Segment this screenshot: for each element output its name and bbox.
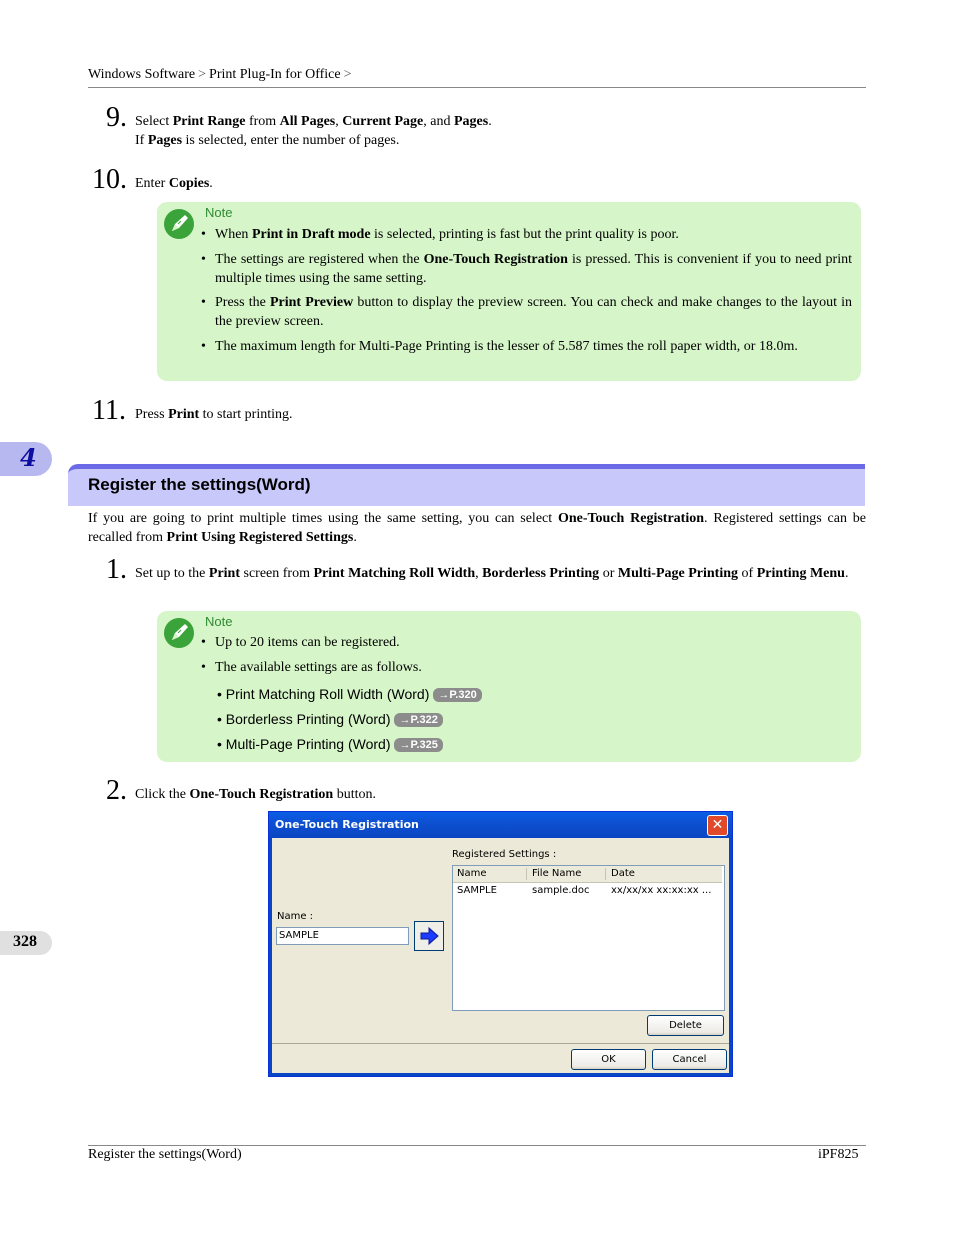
step-number: 9. [106, 102, 127, 133]
column-header-date[interactable]: Date [611, 868, 635, 879]
column-divider[interactable] [605, 868, 606, 880]
cancel-button[interactable]: Cancel [652, 1049, 727, 1070]
name-label: Name : [277, 911, 314, 922]
sub-list-item: • Print Matching Roll Width (Word) →P.320 [217, 686, 482, 702]
sub-list-item: • Multi-Page Printing (Word) →P.325 [217, 736, 443, 752]
table-row[interactable] [453, 883, 722, 899]
footer-model-name: iPF825 [818, 1147, 859, 1162]
step-number: 1. [106, 554, 127, 585]
footer-rule [88, 1145, 866, 1146]
dialog-title: One-Touch Registration [275, 818, 419, 831]
sub-list-item: • Borderless Printing (Word) →P.322 [217, 711, 443, 727]
step-text: Enter Copies. [135, 176, 213, 191]
column-header-file-name[interactable]: File Name [532, 868, 582, 879]
breadcrumb-item[interactable]: Print Plug-In for Office [209, 67, 341, 82]
section-title: Register the settings(Word) [88, 475, 311, 494]
page-number: 328 [13, 933, 37, 950]
step-text: Set up to the Print screen from Print Matching Roll Width, Borderless Printing or Multi-Page Printing of Printing Menu. [135, 566, 849, 581]
cell-name: SAMPLE [457, 885, 497, 896]
dialog-border [269, 838, 272, 1076]
step-text: Click the One-Touch Registration button. [135, 787, 376, 802]
name-field-value: SAMPLE [279, 930, 319, 941]
register-arrow-button[interactable] [414, 921, 444, 951]
section-intro: If you are going to print multiple times using the same setting, you can select One-Touch Registration. Registered settings can be recalled from Print Using Registered Settings. [88, 511, 866, 545]
close-icon[interactable]: ✕ [707, 815, 728, 836]
column-header-name[interactable]: Name [457, 868, 487, 879]
note-box [157, 202, 861, 381]
step-text: Press Print to start printing. [135, 407, 293, 422]
dialog-border [729, 838, 732, 1076]
step-text: Select Print Range from All Pages, Current Page, and Pages. [135, 114, 492, 129]
ok-button[interactable]: OK [571, 1049, 646, 1070]
footer-section-title: Register the settings(Word) [88, 1147, 242, 1162]
note-item: • The settings are registered when the One-Touch Registration is pressed. This is convenient if you to need print multiple times using the same setting. [201, 252, 852, 286]
registered-settings-list[interactable] [452, 865, 725, 1011]
registered-settings-label: Registered Settings : [452, 849, 557, 860]
note-item: • Up to 20 items can be registered. [201, 635, 400, 650]
column-divider[interactable] [526, 868, 527, 880]
step-number: 10. [92, 164, 127, 195]
one-touch-registration-dialog [268, 811, 733, 1077]
step-text: If Pages is selected, enter the number of pages. [135, 133, 400, 148]
name-field[interactable] [276, 927, 409, 945]
step-number: 2. [106, 775, 127, 806]
breadcrumb-separator: > [343, 67, 352, 82]
list-header [453, 866, 722, 883]
right-arrow-icon [415, 922, 443, 950]
dialog-border [269, 1073, 732, 1076]
header-rule [88, 87, 866, 88]
note-label: Note [205, 614, 233, 629]
cell-file-name: sample.doc [532, 885, 590, 896]
note-item: • When Print in Draft mode is selected, printing is fast but the print quality is poor. [201, 227, 679, 242]
pencil-note-icon [163, 617, 195, 649]
breadcrumb [88, 67, 355, 83]
breadcrumb-separator: > [198, 67, 207, 82]
chapter-number: 4 [20, 443, 37, 472]
page-ref-link[interactable]: →P.325 [394, 738, 442, 752]
note-item: • The maximum length for Multi-Page Printing is the lesser of 5.587 times the roll paper width, or 18.0m. [201, 339, 798, 354]
dialog-title-bar[interactable] [269, 812, 732, 838]
delete-button[interactable]: Delete [647, 1015, 724, 1036]
page-ref-link[interactable]: →P.320 [433, 688, 481, 702]
cell-date: xx/xx/xx xx:xx:xx ... [611, 885, 712, 896]
page-ref-link[interactable]: →P.322 [394, 713, 442, 727]
note-item: • Press the Print Preview button to display the preview screen. You can check and make changes to the layout in the preview screen. [201, 295, 852, 329]
link-text[interactable]: Multi-Page Printing (Word) [225, 736, 391, 752]
breadcrumb-item[interactable]: Windows Software [88, 67, 196, 82]
step-number: 11. [92, 395, 126, 426]
dialog-divider [272, 1043, 729, 1044]
note-box [157, 611, 861, 762]
note-label: Note [205, 205, 233, 220]
pencil-note-icon [163, 208, 195, 240]
link-text[interactable]: Borderless Printing (Word) [225, 711, 391, 727]
link-text[interactable]: Print Matching Roll Width (Word) [225, 686, 430, 702]
note-item: • The available settings are as follows. [201, 660, 422, 675]
